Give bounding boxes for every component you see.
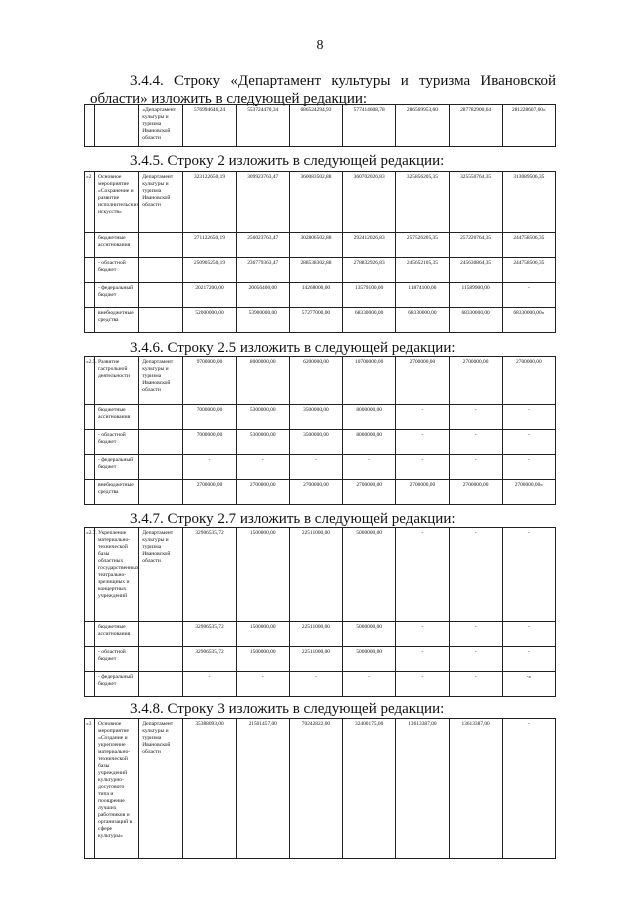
value-cell: 2700000,00 — [449, 480, 502, 505]
value-cell: 10700000,00 — [343, 357, 396, 405]
value-cell: - — [449, 672, 502, 697]
table-row — [85, 172, 556, 233]
value-cell: 5000000,00 — [343, 622, 396, 647]
value-cell: - — [396, 528, 449, 622]
value-cell: 5300000,00 — [236, 405, 289, 430]
value-cell: - — [449, 405, 502, 430]
row-name: Основное мероприятие «Сохранение и развитие исполнительских искусств» — [95, 172, 139, 233]
row-executor — [139, 258, 183, 283]
value-cell: 2700000,00 — [343, 480, 396, 505]
table-3-4-7 — [84, 527, 556, 697]
row-executor: Департамент культуры и туризма Ивановской области — [139, 719, 183, 859]
value-cell: 577414608,78 — [343, 105, 396, 147]
value-cell: 257526205,35 — [396, 233, 449, 258]
value-cell: 2700000,00 — [236, 480, 289, 505]
value-cell: - — [502, 528, 555, 622]
table-row — [85, 357, 556, 405]
table-row — [85, 622, 556, 647]
section-heading-3-4-6: 3.4.6. Строку 2.5 изложить в следующей редакции: — [130, 340, 456, 356]
row-index: «2.5. — [85, 357, 95, 405]
row-index — [85, 672, 95, 697]
row-index: «2 — [85, 172, 95, 233]
value-cell: - — [183, 672, 236, 697]
value-cell: - — [289, 455, 342, 480]
value-cell: 325856205,35 — [396, 172, 449, 233]
value-cell: - — [449, 528, 502, 622]
table-row — [85, 105, 556, 147]
value-cell: - — [396, 455, 449, 480]
row-executor: Департамент культуры и туризма Ивановской области — [139, 528, 183, 622]
row-index — [85, 308, 95, 333]
value-cell: - — [449, 430, 502, 455]
value-cell: -» — [502, 672, 555, 697]
value-cell: 68330000,00» — [502, 308, 555, 333]
value-cell: 287782900,64 — [449, 105, 502, 147]
value-cell: 7000000,00 — [183, 405, 236, 430]
row-name: внебюджетные средства — [95, 308, 139, 333]
value-cell: 70242822,00 — [289, 719, 342, 859]
value-cell: 553724470,34 — [236, 105, 289, 147]
row-index — [85, 647, 95, 672]
value-cell: - — [502, 719, 555, 859]
value-cell: - — [183, 455, 236, 480]
row-name: - областной бюджет — [95, 647, 139, 672]
value-cell: - — [449, 647, 502, 672]
table-row — [85, 283, 556, 308]
value-cell: 9700000,00 — [183, 357, 236, 405]
value-cell: - — [502, 405, 555, 430]
value-cell: 278832926,83 — [343, 258, 396, 283]
table-row — [85, 647, 556, 672]
table-row — [85, 405, 556, 430]
table-3-4-8 — [84, 718, 556, 859]
value-cell: 271122650,19 — [183, 233, 236, 258]
value-cell: 2700000,00 — [289, 480, 342, 505]
value-cell: - — [236, 672, 289, 697]
value-cell: 32906535,72 — [183, 647, 236, 672]
row-index — [85, 430, 95, 455]
value-cell: 5000000,00 — [343, 528, 396, 622]
value-cell: 20056400,00 — [236, 283, 289, 308]
table-row — [85, 258, 556, 283]
value-cell: 13613387,00 — [449, 719, 502, 859]
row-executor — [139, 308, 183, 333]
value-cell: - — [396, 647, 449, 672]
value-cell: 7000000,00 — [183, 430, 236, 455]
value-cell: 2700000,00 — [396, 480, 449, 505]
row-executor — [139, 455, 183, 480]
value-cell: 325550764,35 — [449, 172, 502, 233]
value-cell: 360083502,88 — [289, 172, 342, 233]
row-name: - областной бюджет — [95, 258, 139, 283]
value-cell: 1500000,00 — [236, 647, 289, 672]
value-cell: 281228607,60» — [502, 105, 555, 147]
row-name: бюджетные ассигнования — [95, 233, 139, 258]
row-index: «3 — [85, 719, 95, 859]
value-cell: 2700000,00 — [449, 357, 502, 405]
section-heading-3-4-4: 3.4.4. Строку «Департамент культуры и туризма Ивановской области» изложить в следующей редакции: — [90, 73, 556, 107]
value-cell: 8000000,00 — [343, 405, 396, 430]
value-cell: 68330000,00 — [449, 308, 502, 333]
row-index — [85, 105, 95, 147]
value-cell: 244758506,35 — [502, 233, 555, 258]
value-cell: 68330000,00 — [343, 308, 396, 333]
row-index — [85, 258, 95, 283]
value-cell: - — [396, 672, 449, 697]
value-cell: 323122650,19 — [183, 172, 236, 233]
value-cell: 11874100,00 — [396, 283, 449, 308]
value-cell: 21501457,00 — [236, 719, 289, 859]
value-cell: 52000000,00 — [183, 308, 236, 333]
value-cell: - — [502, 430, 555, 455]
value-cell: - — [396, 405, 449, 430]
table-row — [85, 719, 556, 859]
value-cell: 1500000,00 — [236, 622, 289, 647]
table-row — [85, 308, 556, 333]
row-index — [85, 283, 95, 308]
value-cell: 57277000,00 — [289, 308, 342, 333]
value-cell: 8000000,00 — [236, 357, 289, 405]
page-number: 8 — [316, 38, 324, 53]
table-3-4-4 — [84, 104, 556, 147]
row-name: внебюджетные средства — [95, 480, 139, 505]
value-cell: 256023763,47 — [236, 233, 289, 258]
value-cell: 2700000,00» — [502, 480, 555, 505]
value-cell: 20217200,00 — [183, 283, 236, 308]
table-3-4-5 — [84, 171, 556, 333]
value-cell: 686524294,93 — [289, 105, 342, 147]
table-row — [85, 430, 556, 455]
value-cell: 22511000,00 — [289, 528, 342, 622]
value-cell: 11589900,00 — [449, 283, 502, 308]
value-cell: - — [449, 622, 502, 647]
value-cell: 22511000,00 — [289, 647, 342, 672]
row-name: - федеральный бюджет — [95, 672, 139, 697]
value-cell: 286569953,60 — [396, 105, 449, 147]
value-cell: - — [396, 430, 449, 455]
value-cell: - — [502, 647, 555, 672]
section-heading-3-4-7: 3.4.7. Строку 2.7 изложить в следующей редакции: — [130, 511, 456, 527]
row-index — [85, 622, 95, 647]
value-cell: 2700000,00 — [502, 357, 555, 405]
row-index — [85, 405, 95, 430]
value-cell: 8000000,00 — [343, 430, 396, 455]
value-cell: 360702026,83 — [343, 172, 396, 233]
value-cell: 244758506,35 — [502, 258, 555, 283]
section-heading-3-4-5: 3.4.5. Строку 2 изложить в следующей редакции: — [130, 153, 445, 169]
row-name: - федеральный бюджет — [95, 455, 139, 480]
table-row — [85, 455, 556, 480]
table-row — [85, 480, 556, 505]
row-executor — [139, 283, 183, 308]
value-cell: 14268000,00 — [289, 283, 342, 308]
row-executor — [139, 233, 183, 258]
value-cell: 245630864,35 — [449, 258, 502, 283]
value-cell: - — [343, 455, 396, 480]
row-executor: «Департамент культуры и туризма Ивановской области — [139, 105, 183, 147]
section-heading-3-4-8: 3.4.8. Строку 3 изложить в следующей редакции: — [130, 701, 445, 717]
row-executor — [139, 430, 183, 455]
value-cell: 236779363,47 — [236, 258, 289, 283]
value-cell: 245652105,35 — [396, 258, 449, 283]
value-cell: 257220764,35 — [449, 233, 502, 258]
value-cell: 2700000,00 — [396, 357, 449, 405]
value-cell: - — [236, 455, 289, 480]
table-3-4-6 — [84, 356, 556, 505]
value-cell: 32400175,00 — [343, 719, 396, 859]
row-name: Развитие гастрольной деятельности — [95, 357, 139, 405]
value-cell: 313089506,35 — [502, 172, 555, 233]
value-cell: 250905250,19 — [183, 258, 236, 283]
value-cell: 22511000,00 — [289, 622, 342, 647]
value-cell: - — [343, 672, 396, 697]
value-cell: - — [396, 622, 449, 647]
value-cell: - — [449, 455, 502, 480]
value-cell: - — [502, 283, 555, 308]
row-name — [95, 105, 139, 147]
row-index: «2.7. — [85, 528, 95, 622]
value-cell: 3500000,00 — [289, 430, 342, 455]
table-row — [85, 233, 556, 258]
value-cell: 1500000,00 — [236, 528, 289, 622]
table-row — [85, 528, 556, 622]
value-cell: - — [502, 455, 555, 480]
value-cell: 35388093,00 — [183, 719, 236, 859]
value-cell: 6200000,00 — [289, 357, 342, 405]
value-cell: 13613387,00 — [396, 719, 449, 859]
row-name: Укрепление материально-технической базы областных государственных театрально-зрелищных и концертных учреждений — [95, 528, 139, 622]
row-executor — [139, 647, 183, 672]
row-executor — [139, 672, 183, 697]
value-cell: 3500000,00 — [289, 405, 342, 430]
row-executor: Департамент культуры и туризма Ивановской области — [139, 172, 183, 233]
row-name: - областной бюджет — [95, 430, 139, 455]
row-executor — [139, 622, 183, 647]
value-cell: - — [502, 622, 555, 647]
value-cell: 309923763,47 — [236, 172, 289, 233]
value-cell: 576994646,24 — [183, 105, 236, 147]
value-cell: 292412026,83 — [343, 233, 396, 258]
value-cell: 32906535,72 — [183, 622, 236, 647]
value-cell: 288538302,88 — [289, 258, 342, 283]
value-cell: 5300000,00 — [236, 430, 289, 455]
value-cell: 53900000,00 — [236, 308, 289, 333]
value-cell: 68330000,00 — [396, 308, 449, 333]
value-cell: - — [289, 672, 342, 697]
row-name: Основное мероприятие «Создание и укрепление материально-технической базы учреждений культурно-досугового типа и поощрение лучших работников и организаций в сфере культуры» — [95, 719, 139, 859]
row-name: бюджетные ассигнования — [95, 405, 139, 430]
row-executor: Департамент культуры и туризма Ивановской области — [139, 357, 183, 405]
value-cell: 32906535,72 — [183, 528, 236, 622]
value-cell: 302806502,88 — [289, 233, 342, 258]
row-index — [85, 233, 95, 258]
row-executor — [139, 405, 183, 430]
value-cell: 2700000,00 — [183, 480, 236, 505]
row-executor — [139, 480, 183, 505]
row-name: бюджетные ассигнования — [95, 622, 139, 647]
value-cell: 13579100,00 — [343, 283, 396, 308]
row-index — [85, 455, 95, 480]
value-cell: 5000000,00 — [343, 647, 396, 672]
row-name: - федеральный бюджет — [95, 283, 139, 308]
row-index — [85, 480, 95, 505]
table-row — [85, 672, 556, 697]
